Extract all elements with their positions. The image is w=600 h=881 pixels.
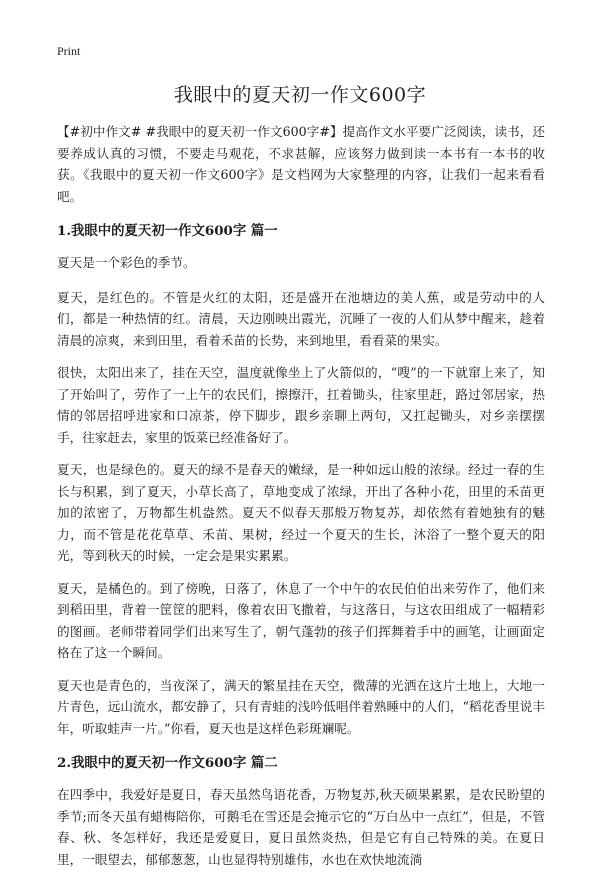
paragraph: 夏天，是红色的。不管是火红的太阳，还是盛开在池塘边的美人蕉，或是劳动中的人们，都是一种热情的红。清晨，天边刚映出霞光，沉睡了一夜的人们从梦中醒来，趁着清晨的凉爽，来到田里，看着禾苗的长势，来到地里，看看菜的果实。: [57, 289, 545, 348]
section-heading: 1.我眼中的夏天初一作文600字 篇一: [57, 223, 278, 239]
paragraph: 夏天也是青色的，当夜深了，满天的繁星挂在天空，微薄的光洒在这片土地上，大地一片青色，远山流水，都安静了，只有青蛙的浅吟低唱伴着熟睡中的人们，“稻花香里说丰年，听取蛙声一片。”你看，夏天也是这样色彩斑斓呢。: [57, 677, 545, 736]
article-body: [57, 121, 545, 881]
page-title: 我眼中的夏天初一作文600字: [173, 84, 427, 106]
print-link[interactable]: Print: [57, 44, 81, 58]
section-heading: 2.我眼中的夏天初一作文600字 篇二: [57, 755, 278, 771]
paragraph: 很快，太阳出来了，挂在天空，温度就像坐上了火箭似的，“嗖”的一下就窜上来了，知了开始叫了，劳作了一上午的农民们，擦擦汗，扛着锄头，往家里赶，路过邻居家，热情的邻居招呼进家和口凉茶，停下脚步，跟乡亲聊上两句，又扛起锄头，对乡亲摆摆手，往家赶去，家里的饭菜已经准备好了。: [57, 365, 545, 445]
paragraph: 夏天，也是绿色的。夏天的绿不是春天的嫩绿，是一种如远山般的浓绿。经过一春的生长与积累，到了夏天，小草长高了，草地变成了浓绿，开出了各种小花，田里的禾苗更加的浓密了，万物都生机盎然。夏天不似春天那般万物复苏，却依然有着她独有的魅力，而不管是花花草草、禾苗、果树，经过一个夏天的生长，沐浴了一整个夏天的阳光，等到秋天的时候，一定会是果实累累。: [57, 462, 545, 563]
paragraph: 夏天是一个彩色的季节。: [57, 255, 196, 270]
intro-paragraph: 【#初中作文# #我眼中的夏天初一作文600字#】提高作文水平要广泛阅读，读书，还要养成认真的习惯，不要走马观花，不求甚解，应该努力做到读一本书有一本书的收获。《我眼中的夏天初一作文600字》是文档网为大家整理的内容，让我们一起来看看吧。: [57, 124, 545, 204]
paragraph: 在四季中，我爱好是夏日，春天虽然鸟语花香，万物复苏,秋天硕果累累，是农民盼望的季节;而冬天虽有蜡梅陪你，可鹅毛在雪还是会掩示它的“万白丛中一点红”，但是，不管春、秋、冬怎样好，我还是爱夏日，夏日虽然炎热，但是它有自己特殊的美。在夏日里，一眼望去，郁郁葱葱，山也显得特别雄伟，水也在欢快地流淌: [57, 787, 545, 867]
paragraph: 夏天，是橘色的。到了傍晚，日落了，休息了一个中午的农民伯伯出来劳作了，他们来到稻田里，背着一筐筐的肥料，像着农田飞撒着，与这落日，与这农田组成了一幅精彩的图画。老师带着同学们出来写生了，朝气蓬勃的孩子们挥舞着手中的画笔，让画面定格在了这一个瞬间。: [57, 580, 545, 660]
